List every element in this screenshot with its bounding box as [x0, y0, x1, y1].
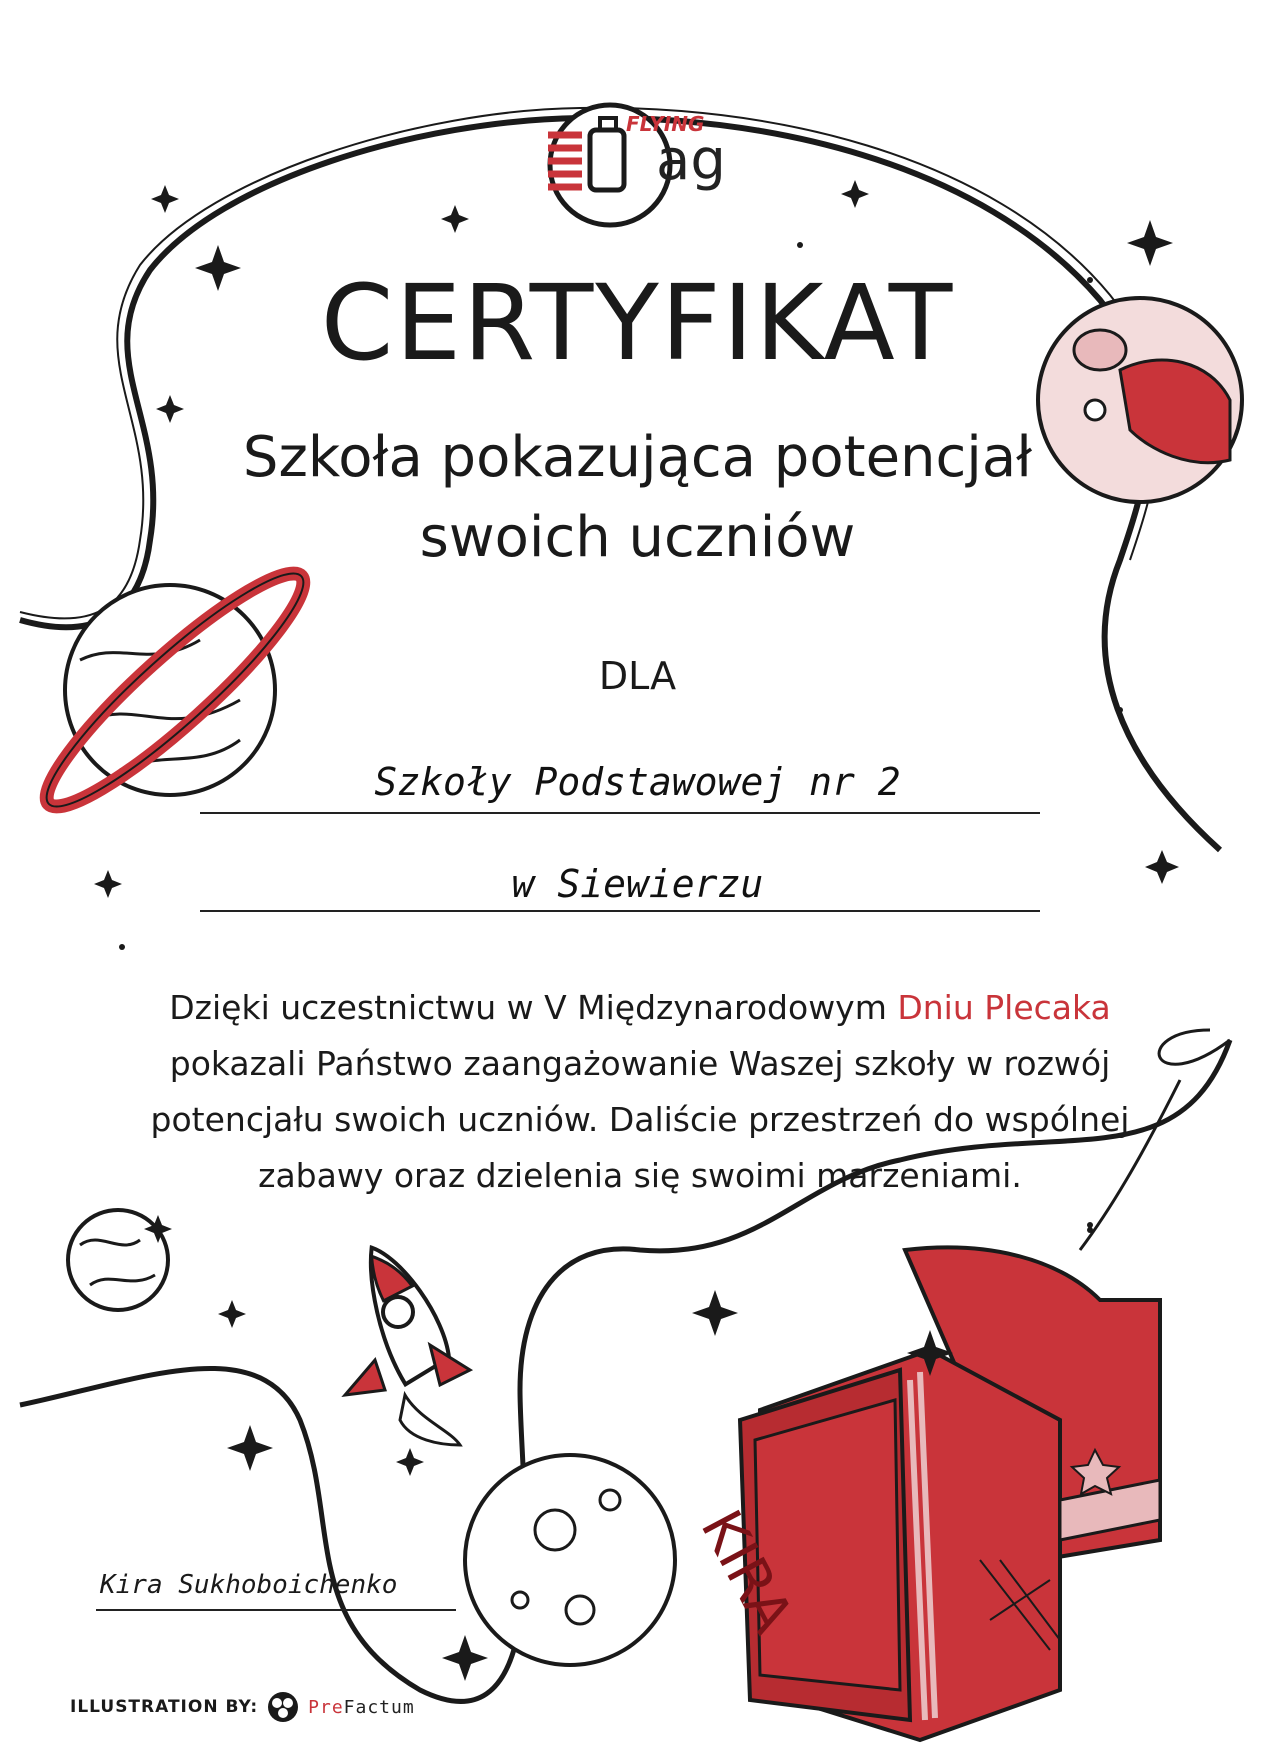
recipient-line-1-rule — [200, 812, 1040, 814]
credit-brand-part-2: Factum — [343, 1696, 415, 1718]
body-part-1: Dzięki uczestnictwu w V Międzynarodowym — [169, 988, 898, 1027]
illustration-credit — [70, 1690, 415, 1724]
for-label: DLA — [598, 654, 677, 698]
certificate-subtitle: Szkoła pokazująca potencjał swoich uczniów — [242, 425, 1033, 570]
backpack-label: KIRA — [687, 1500, 806, 1644]
certificate-title: CERTYFIKAT — [320, 262, 955, 384]
moon-icon — [465, 1455, 675, 1665]
signature: Kira Sukhoboichenko — [100, 1570, 398, 1600]
small-planet-icon — [68, 1210, 168, 1310]
recipient-line-2-rule — [200, 910, 1040, 912]
backpack-icon — [740, 1247, 1160, 1740]
certificate-body — [150, 980, 1130, 1204]
credit-brand — [308, 1697, 415, 1718]
recipient-line-1: Szkoły Podstawowej nr 2 — [374, 760, 901, 804]
prefactum-logo-icon — [266, 1690, 300, 1724]
body-part-2: pokazali Państwo zaangażowanie Waszej szkoły w rozwój potencjału swoich uczniów. Daliście przestrzeń do wspólnej zabawy oraz dzielenia się swoimi marzeniami. — [150, 1044, 1130, 1195]
logo-main-text: ag — [656, 128, 726, 193]
body-highlight: Dniu Plecaka — [897, 988, 1111, 1027]
rocket-icon — [345, 1235, 470, 1445]
credit-label: ILLUSTRATION BY: — [70, 1697, 259, 1717]
recipient-line-2: w Siewierzu — [511, 862, 764, 906]
signature-rule — [96, 1609, 456, 1611]
credit-brand-part-1: Pre — [308, 1696, 344, 1718]
logo-flying-text: FLYING — [626, 112, 705, 136]
